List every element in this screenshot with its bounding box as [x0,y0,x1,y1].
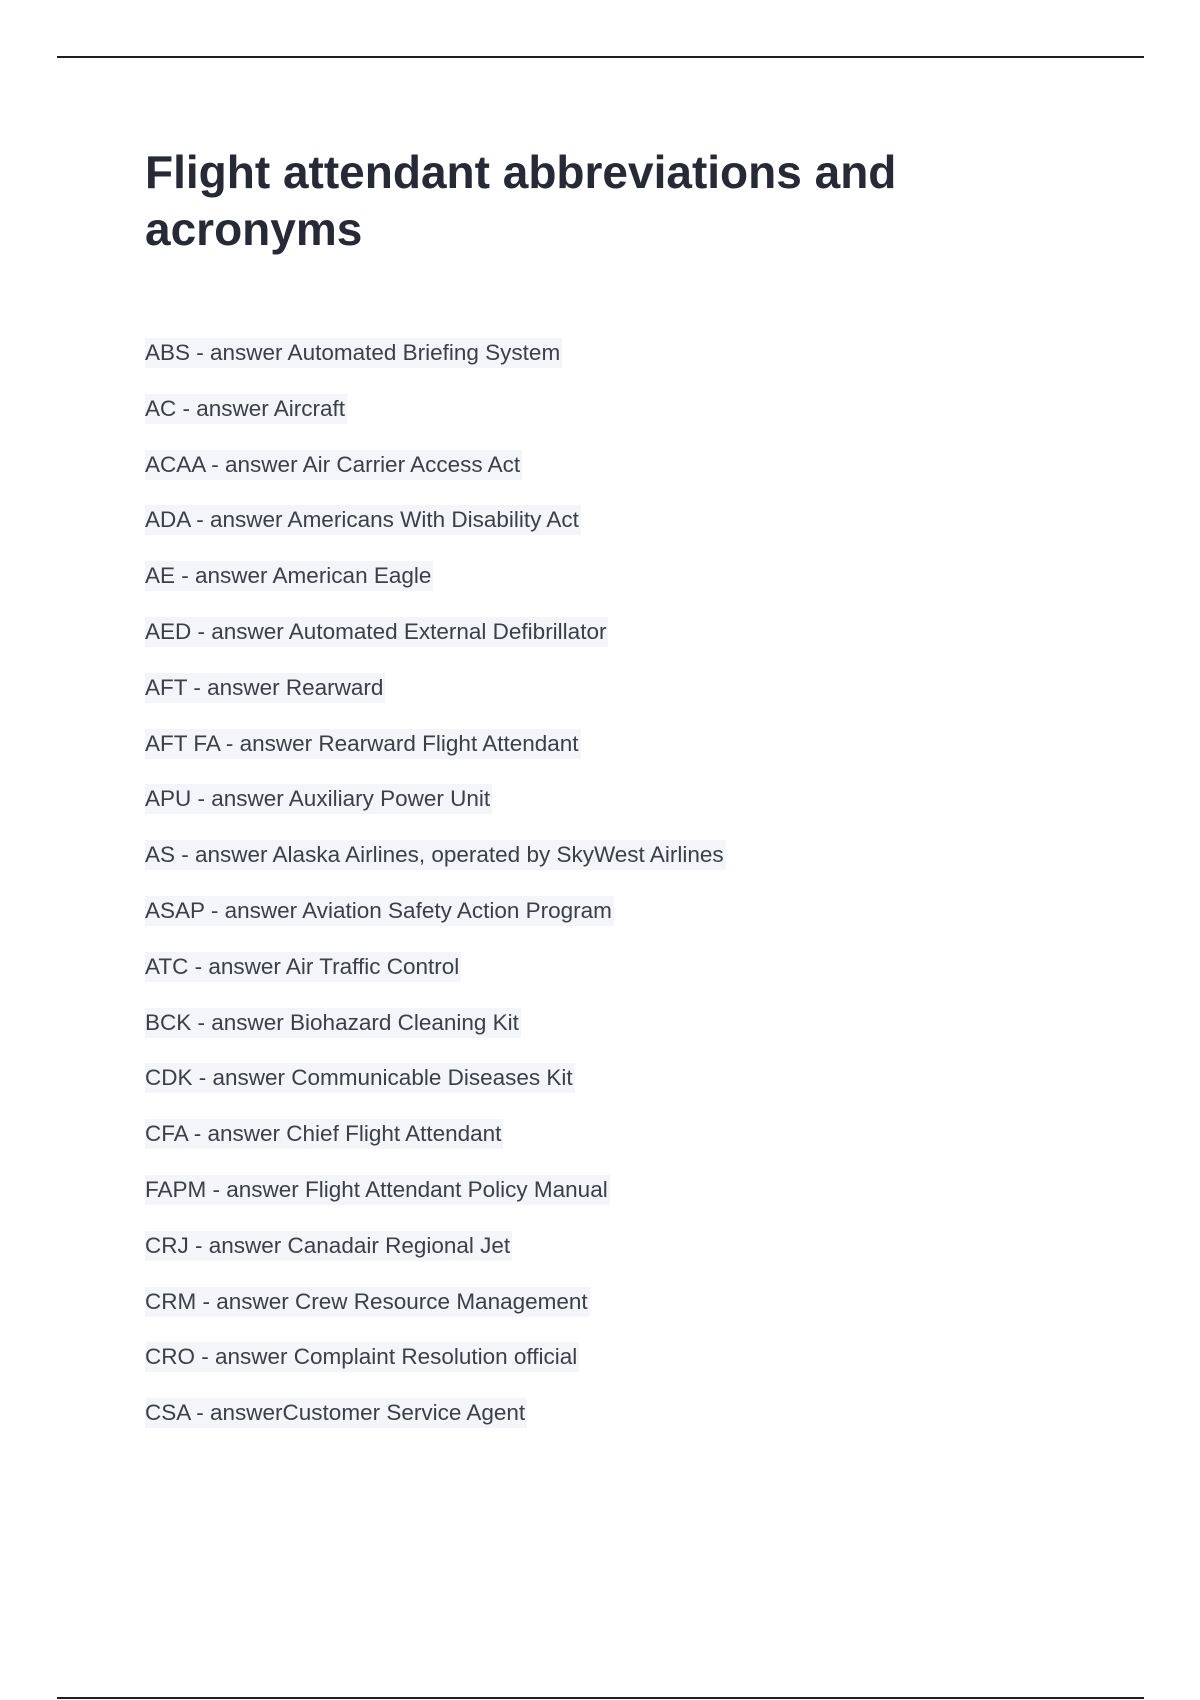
entry-text: CDK - answer Communicable Diseases Kit [145,1063,575,1093]
list-item [145,450,726,506]
bottom-rule [57,1697,1144,1699]
list-item [145,952,726,1008]
entry-text: ATC - answer Air Traffic Control [145,952,461,982]
list-item [145,729,726,785]
entry-text: CFA - answer Chief Flight Attendant [145,1119,503,1149]
list-item [145,394,726,450]
list-item [145,673,726,729]
entry-text: FAPM - answer Flight Attendant Policy Manual [145,1175,610,1205]
list-item [145,896,726,952]
entry-text: ACAA - answer Air Carrier Access Act [145,450,522,480]
list-item [145,505,726,561]
entry-text: AFT FA - answer Rearward Flight Attendant [145,729,581,759]
list-item [145,1398,726,1454]
list-item [145,561,726,617]
list-item [145,1119,726,1175]
list-item [145,1231,726,1287]
entry-text: CRJ - answer Canadair Regional Jet [145,1231,512,1261]
list-item [145,1063,726,1119]
list-item [145,1175,726,1231]
entry-text: AFT - answer Rearward [145,673,385,703]
entry-text: APU - answer Auxiliary Power Unit [145,784,492,814]
entry-text: CSA - answerCustomer Service Agent [145,1398,527,1428]
entry-text: AS - answer Alaska Airlines, operated by SkyWest Airlines [145,840,726,870]
entry-text: AE - answer American Eagle [145,561,433,591]
page-title: Flight attendant abbreviations and acronyms [145,146,897,255]
list-item [145,1287,726,1343]
list-item [145,617,726,673]
entry-text: CRO - answer Complaint Resolution official [145,1342,579,1372]
entry-text: ASAP - answer Aviation Safety Action Program [145,896,614,926]
entry-text: BCK - answer Biohazard Cleaning Kit [145,1008,521,1038]
list-item [145,338,726,394]
list-item [145,1342,726,1398]
entry-text: ABS - answer Automated Briefing System [145,338,562,368]
list-item [145,840,726,896]
entry-text: AED - answer Automated External Defibrillator [145,617,608,647]
list-item [145,1008,726,1064]
top-rule [57,56,1144,58]
list-item [145,784,726,840]
entry-text: AC - answer Aircraft [145,394,347,424]
entry-text: CRM - answer Crew Resource Management [145,1287,590,1317]
abbreviation-list [145,338,726,1454]
entry-text: ADA - answer Americans With Disability Act [145,505,581,535]
